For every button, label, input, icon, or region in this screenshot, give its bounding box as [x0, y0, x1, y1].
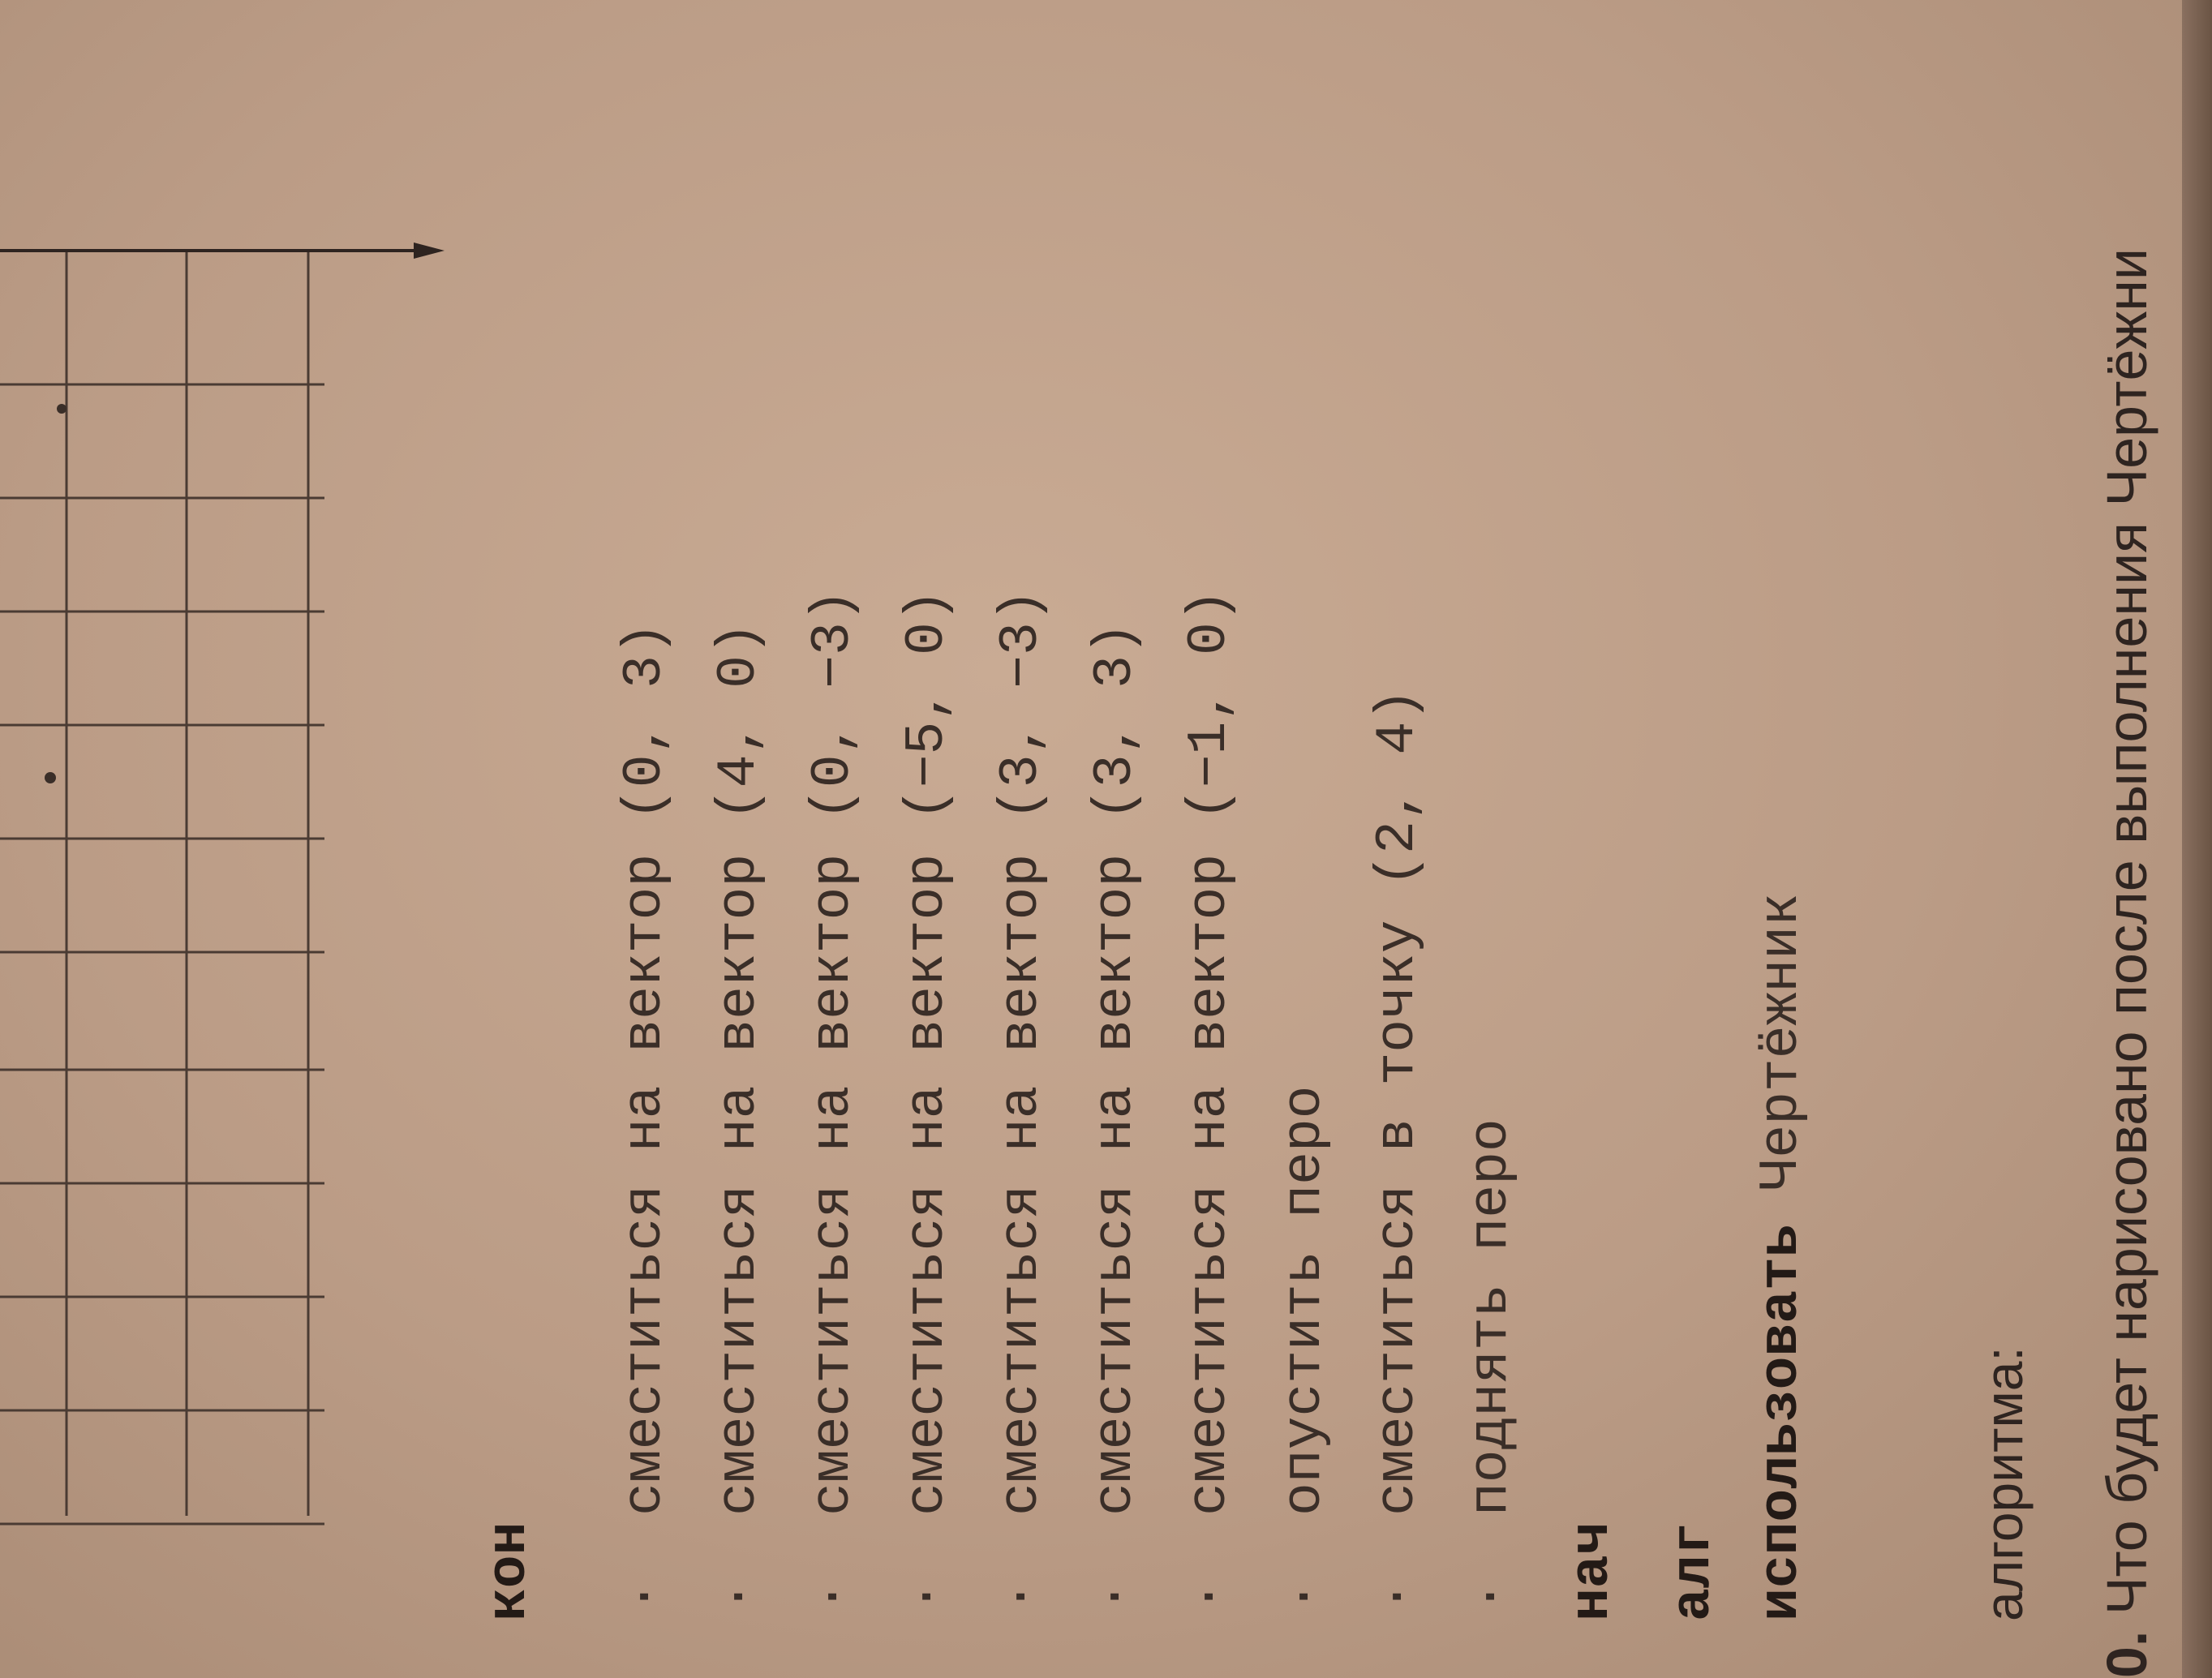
statement-text: сместиться на вектор (0, −3) [802, 589, 865, 1516]
bullet: · [1460, 1580, 1523, 1613]
question-text: Что будет нарисовано после выполнения Чертёжни [2095, 247, 2158, 1616]
question-text-line2: алгоритма: [1974, 1346, 2034, 1621]
statement-text: опустить перо [1274, 1085, 1336, 1516]
statement-line [1274, 1086, 1336, 1622]
bullet: · [990, 1580, 1053, 1613]
statement-text: сместиться на вектор (0, 3) [614, 622, 676, 1516]
statement-line [896, 589, 959, 1621]
bullet: · [1274, 1580, 1336, 1613]
statement-line [1367, 689, 1429, 1621]
question-number: 0. [2095, 1630, 2158, 1678]
question-heading [2093, 0, 2161, 1678]
statement-text: сместиться в точку (2, 4) [1367, 688, 1429, 1516]
alg-keyword: алг [1663, 1521, 1725, 1621]
use-line [1750, 893, 1813, 1621]
pencil-dot [45, 772, 56, 783]
bullet: · [802, 1580, 865, 1613]
statement-line [1460, 1118, 1523, 1621]
bullet: · [614, 1580, 676, 1613]
begin-keyword: нач [1561, 1521, 1624, 1621]
statement-text: сместиться на вектор (−1, 0) [1179, 589, 1241, 1516]
statement-line [802, 589, 865, 1621]
statement-text: сместиться на вектор (4, 0) [708, 622, 771, 1516]
statement-line [614, 622, 676, 1621]
statement-line [990, 589, 1053, 1621]
statement-line [1179, 589, 1241, 1621]
bullet: · [1085, 1580, 1147, 1613]
statement-line [1085, 622, 1147, 1621]
statement-text: поднять перо [1460, 1118, 1523, 1516]
pencil-dot [57, 404, 67, 414]
y-axis-arrow [414, 242, 445, 259]
statement-text: сместиться на вектор (3, 3) [1085, 622, 1147, 1516]
statement-text: сместиться на вектор (3, −3) [990, 589, 1053, 1516]
end-keyword: кон [479, 1521, 541, 1621]
coordinate-grid [0, 0, 454, 1678]
bullet: · [1367, 1580, 1429, 1613]
use-value: Чертёжник [1750, 893, 1813, 1191]
statement-line [708, 622, 771, 1621]
use-keyword: использовать [1750, 1224, 1813, 1621]
bullet: · [1179, 1580, 1241, 1613]
bullet: · [708, 1580, 771, 1613]
statement-text: сместиться на вектор (−5, 0) [896, 589, 959, 1516]
bullet: · [896, 1580, 959, 1613]
